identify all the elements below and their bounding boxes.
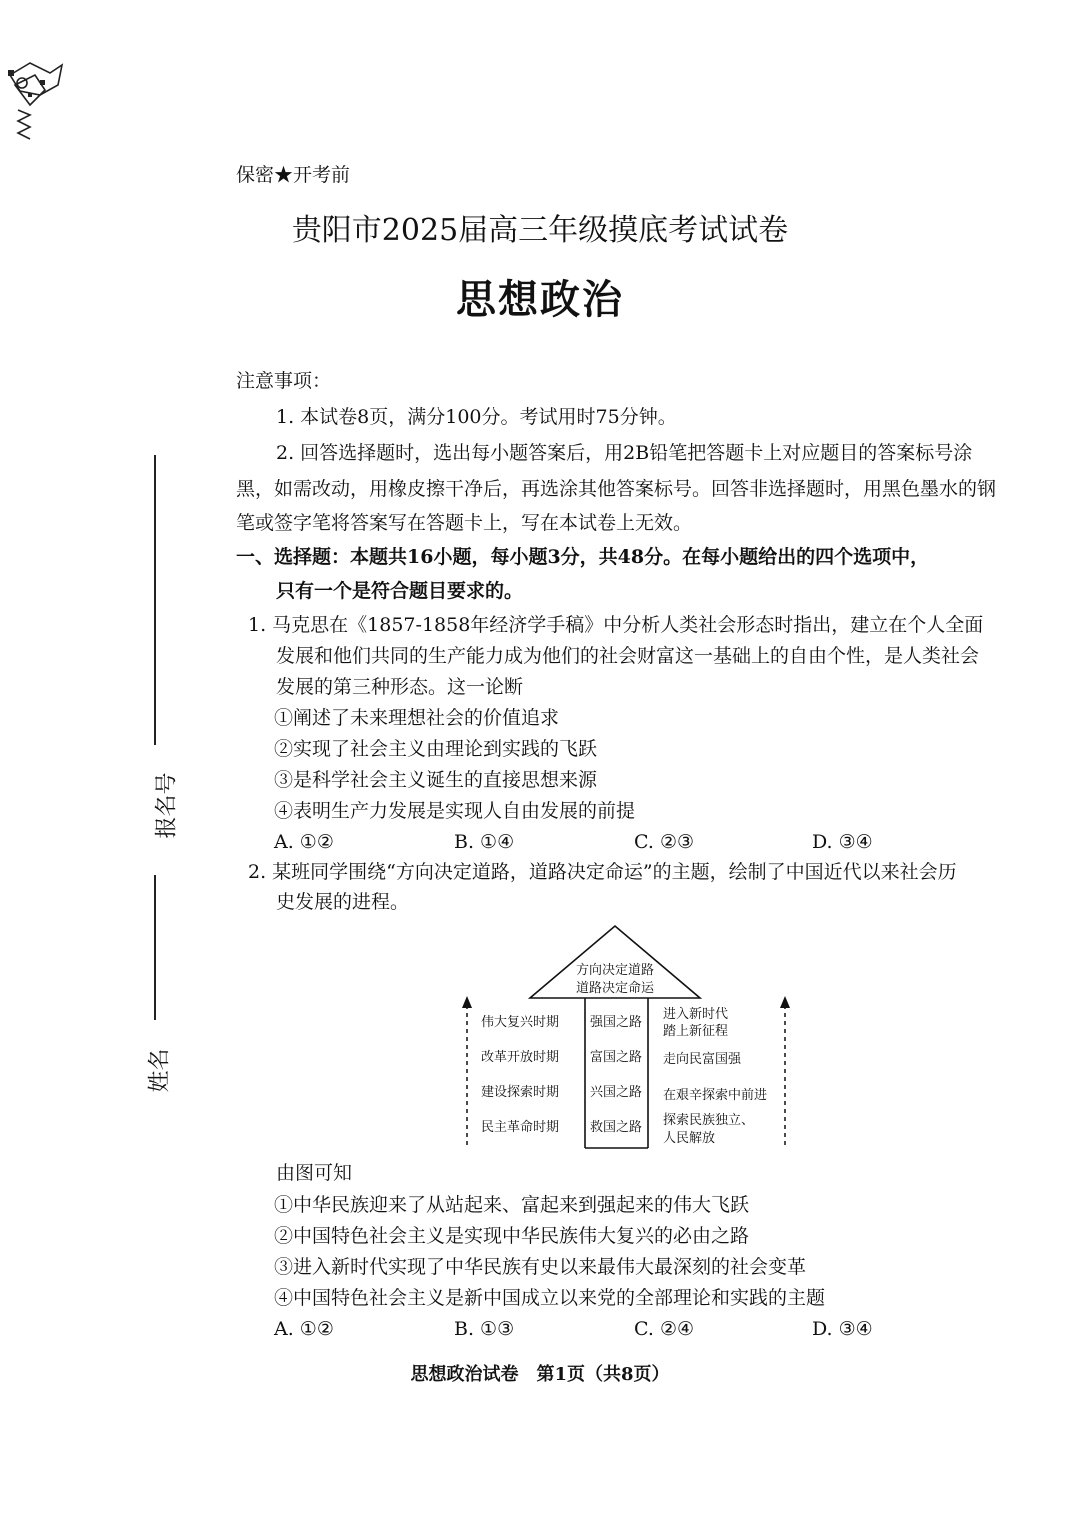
q1-option-c[interactable]: C. ②③ — [634, 831, 695, 853]
diagram-road-1: 强国之路 — [589, 1015, 643, 1030]
binding-line-top — [154, 455, 156, 745]
diagram-period-4: 民主革命时期 — [481, 1120, 560, 1135]
q1-statement-1: ①阐述了未来理想社会的价值追求 — [274, 707, 560, 729]
section-heading-line1: 一、选择题：本题共16小题，每小题3分，共48分。在每小题给出的四个选项中， — [236, 546, 930, 568]
diagram-right-2: 走向民富国强 — [663, 1052, 742, 1067]
diagram-right-1-line2: 踏上新征程 — [663, 1024, 729, 1039]
confidential-label: 保密★开考前 — [236, 164, 351, 186]
q1-statement-4: ④表明生产力发展是实现人自由发展的前提 — [274, 800, 636, 822]
diagram-period-3: 建设探索时期 — [481, 1085, 560, 1100]
q2-option-a[interactable]: A. ①② — [274, 1318, 334, 1340]
diagram-right-4-line1: 探索民族独立、 — [663, 1113, 755, 1128]
q1-options — [0, 827, 1080, 858]
notice-item-1: 1. 本试卷8页，满分100分。考试用时75分钟。 — [276, 406, 677, 428]
q2-lead: 由图可知 — [276, 1162, 353, 1184]
q1-option-b[interactable]: B. ①④ — [454, 831, 515, 853]
q2-statement-2: ②中国特色社会主义是实现中华民族伟大复兴的必由之路 — [274, 1225, 750, 1247]
q2-option-d[interactable]: D. ③④ — [812, 1318, 873, 1340]
q1-statement-3: ③是科学社会主义诞生的直接思想来源 — [274, 769, 598, 791]
q1-stem-line1: 1. 马克思在《1857-1858年经济学手稿》中分析人类社会形态时指出，建立在个人全面 — [248, 614, 984, 636]
q2-stem-line2: 史发展的进程。 — [276, 891, 410, 913]
q1-option-a[interactable]: A. ①② — [274, 831, 334, 853]
q2-statement-1: ①中华民族迎来了从站起来、富起来到强起来的伟大飞跃 — [274, 1194, 750, 1216]
name-label: 姓名 — [147, 1048, 173, 1093]
diagram-right-3: 在艰辛探索中前进 — [663, 1088, 768, 1103]
q2-statement-4: ④中国特色社会主义是新中国成立以来党的全部理论和实践的主题 — [274, 1287, 826, 1309]
binding-line-middle — [154, 875, 156, 1020]
history-road-diagram — [455, 920, 795, 1155]
subject-title: 思想政治 — [456, 276, 624, 323]
exam-number-label: 报名号 — [154, 772, 180, 839]
diagram-road-2: 富国之路 — [589, 1050, 643, 1065]
q2-statement-3: ③进入新时代实现了中华民族有史以来最伟大最深刻的社会变革 — [274, 1256, 807, 1278]
notice-item-2-line1: 2. 回答选择题时，选出每小题答案后，用2B铅笔把答题卡上对应题目的答案标号涂 — [276, 442, 973, 464]
q1-stem-line2: 发展和他们共同的生产能力成为他们的社会财富这一基础上的自由个性，是人类社会 — [276, 645, 980, 667]
diagram-right-4-line2: 人民解放 — [663, 1131, 716, 1146]
right-arrow-head-icon — [780, 996, 790, 1008]
q2-option-c[interactable]: C. ②④ — [634, 1318, 695, 1340]
q2-stem-line1: 2. 某班同学围绕“方向决定道路，道路决定命运”的主题，绘制了中国近代以来社会历 — [248, 861, 957, 883]
q1-stem-line3: 发展的第三种形态。这一论断 — [276, 676, 524, 698]
diagram-period-2: 改革开放时期 — [481, 1050, 560, 1065]
diagram-right-1-line1: 进入新时代 — [663, 1007, 729, 1022]
section-heading-line2: 只有一个是符合题目要求的。 — [276, 580, 524, 602]
diagram-road-4: 救国之路 — [589, 1120, 643, 1135]
notice-item-2-line3: 笔或签字笔将答案写在答题卡上，写在本试卷上无效。 — [236, 512, 693, 534]
page-footer: 思想政治试卷 第1页（共8页） — [410, 1364, 670, 1385]
left-arrow-head-icon — [462, 996, 472, 1008]
notice-heading: 注意事项： — [236, 370, 332, 392]
diagram-period-1: 伟大复兴时期 — [481, 1015, 560, 1030]
binding-line-tick — [154, 1012, 156, 1014]
diagram-road-3: 兴国之路 — [589, 1085, 643, 1100]
diagram-roof-line2: 道路决定命运 — [575, 981, 655, 996]
q1-option-d[interactable]: D. ③④ — [812, 831, 873, 853]
notice-item-2-line2: 黑，如需改动，用橡皮擦干净后，再选涂其他答案标号。回答非选择题时，用黑色墨水的钢 — [236, 478, 997, 500]
exam-title: 贵阳市2025届高三年级摸底考试试卷 — [291, 213, 789, 248]
seal-stamp-icon — [0, 55, 70, 145]
diagram-roof-line1: 方向决定道路 — [575, 963, 655, 978]
q2-option-b[interactable]: B. ①③ — [454, 1318, 515, 1340]
q1-statement-2: ②实现了社会主义由理论到实践的飞跃 — [274, 738, 598, 760]
q2-options — [0, 1314, 1080, 1345]
